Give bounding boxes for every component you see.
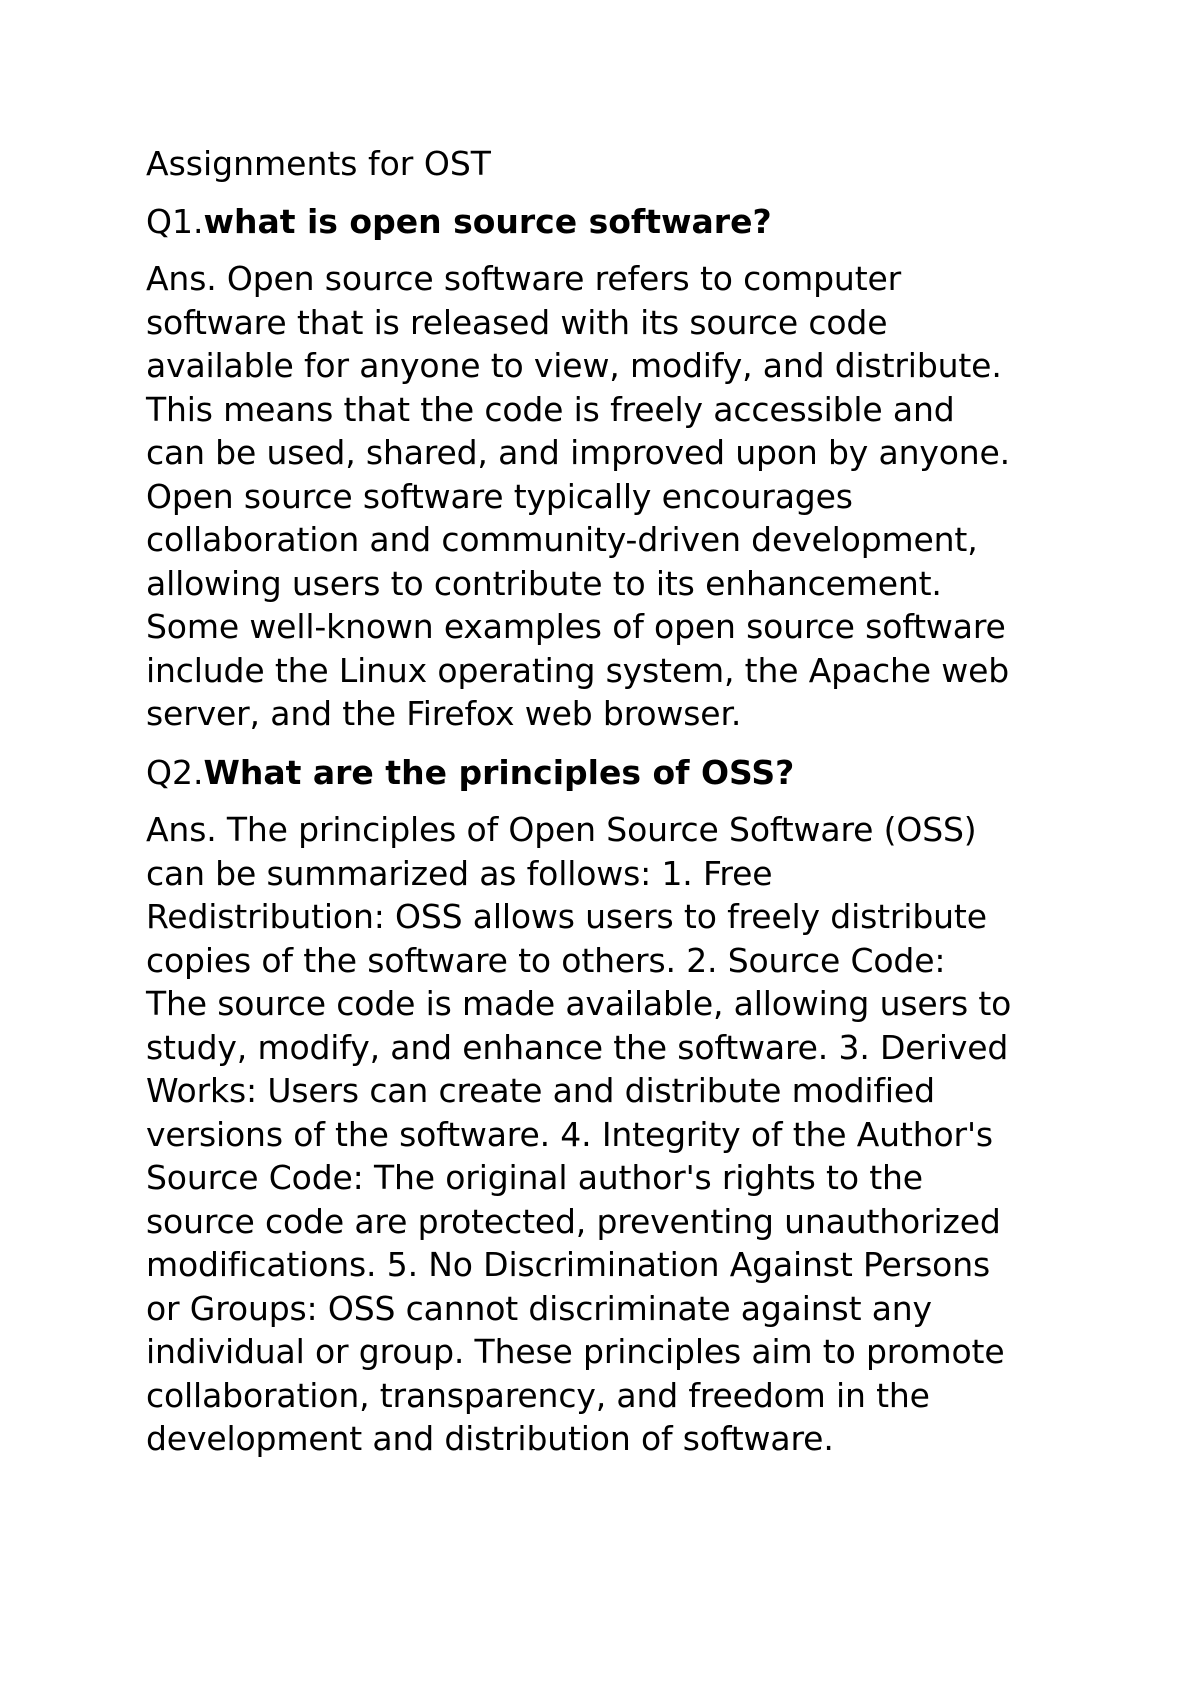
question-text: What are the principles of OSS? — [203, 752, 795, 792]
document-title: Assignments for OST — [146, 144, 491, 183]
question-heading — [146, 200, 1076, 244]
question-heading — [146, 751, 1076, 795]
question-text: what is open source software? — [203, 201, 772, 241]
document-page — [146, 142, 1076, 1476]
question-label: Q2. — [146, 752, 204, 792]
question-label: Q1. — [146, 201, 204, 241]
answer-paragraph: Ans. The principles of Open Source Software (OSS) can be summarized as follows: 1. Free Redistribution: OSS allows users to freely distribute copies of the software to others. 2. Source Code: The source code is made available, allowing users to study, modify, and enhance the software. 3. Derived Works: Users can create and distribute modified versions of the software. 4. Integrity of the Author's Source Code: The original author's rights to the source code are protected, preventing unauthorized modifications. 5. No Discrimination Against Persons or Groups: OSS cannot discriminate against any individual or group. These principles aim to promote collaboration, transparency, and freedom in the development and distribution of software. — [146, 810, 1012, 1458]
answer-paragraph: Ans. Open source software refers to computer software that is released with its source code available for anyone to view, modify, and distribute. This means that the code is freely accessible and can be used, shared, and improved upon by anyone. Open source software typically encourages collaboration and community-driven development, allowing users to contribute to its enhancement. Some well-known examples of open source software include the Linux operating system, the Apache web server, and the Firefox web browser. — [146, 259, 1011, 733]
